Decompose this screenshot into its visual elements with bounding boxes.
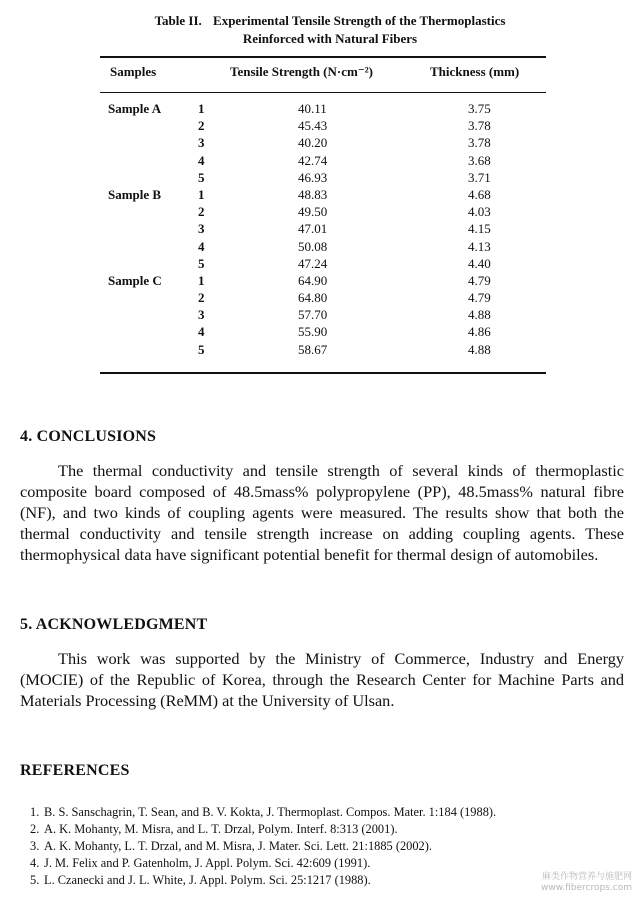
thickness-value: 3.75 [468,101,491,116]
sample-number: 3 [198,221,205,237]
table-top-rule [100,56,546,58]
reference-text: A. K. Mohanty, M. Misra, and L. T. Drzal, Polym. Interf. 8:313 (2001). [44,822,398,836]
tensile-strength-value: 57.70 [298,307,328,323]
table-row [100,187,546,204]
table-caption-line1: Experimental Tensile Strength of the Thermoplastics [213,13,506,28]
acknowledgment-heading: 5. ACKNOWLEDGMENT [20,616,208,633]
thickness-value: 4.88 [468,307,491,323]
table-row [100,101,546,118]
thickness-value: 4.03 [468,204,491,220]
thickness-value: 3.68 [468,152,491,168]
sample-number: 5 [198,255,205,271]
sample-number: 5 [198,169,205,185]
thickness-value: 3.78 [468,118,491,134]
tensile-strength-value: 47.01 [298,221,328,237]
tensile-strength-value: 55.90 [298,324,328,340]
reference-number: 2. [30,822,40,836]
sample-number: 3 [198,135,205,151]
thickness-value: 3.78 [468,135,491,151]
table-row [100,170,546,187]
table-row [100,239,546,256]
sample-number: 2 [198,204,205,220]
table-caption [60,12,600,48]
tensile-strength-value: 58.67 [298,341,328,357]
tensile-strength-value: 64.80 [298,290,328,306]
table-row [100,307,546,324]
table-label: Table II. [154,13,202,28]
col-header-samples: Samples [110,64,157,79]
reference-number: 1. [30,805,40,819]
reference-text: L. Czanecki and J. L. White, J. Appl. Polym. Sci. 25:1217 (1988). [44,873,371,887]
tensile-strength-value: 49.50 [298,204,328,220]
reference-number: 4. [30,856,40,870]
table-header-rule [100,92,546,93]
reference-item [30,855,630,872]
watermark [541,872,632,894]
tensile-strength-value: 48.83 [298,186,328,202]
col-header-thickness: Thickness (mm) [430,64,520,79]
sample-group-label: Sample A [108,101,162,116]
sample-number: 1 [198,272,205,288]
table-bottom-rule [100,372,546,374]
tensile-strength-value: 45.43 [298,118,328,134]
sample-number: 3 [198,307,205,323]
table-row [100,256,546,273]
reference-text: J. M. Felix and P. Gatenholm, J. Appl. Polym. Sci. 42:609 (1991). [44,856,371,870]
acknowledgment-paragraph: This work was supported by the Ministry of Commerce, Industry and Energy (MOCIE) of the Republic of Korea, through the Research Center for Machine Parts and Materials Processing (ReMM) at the University of Ulsan. [20,649,624,710]
table-body [100,101,546,359]
sample-number: 1 [198,186,205,202]
thickness-value: 4.86 [468,324,491,340]
table-row [100,135,546,152]
tensile-strength-value: 40.20 [298,135,328,151]
reference-number: 5. [30,873,40,887]
reference-text: B. S. Sanschagrin, T. Sean, and B. V. Kokta, J. Thermoplast. Compos. Mater. 1:184 (1988). [44,805,497,819]
references-list [30,804,630,889]
thickness-value: 4.15 [468,221,491,237]
thickness-value: 4.40 [468,255,491,271]
conclusions-paragraph: The thermal conductivity and tensile strength of several kinds of thermoplastic composite board composed of 48.5mass% polypropylene (PP), 48.5mass% natural fibre (NF), and two kinds of coupling agents were measured. The results show that both the thermal conductivity and tensile strength increase on adding coupling agents. These thermophysical data have significant potential benefit for thermal design of automobiles. [20,461,624,564]
col-header-tensile-strength: Tensile Strength (N·cm⁻²) [230,64,373,79]
reference-item [30,838,630,855]
thickness-value: 4.13 [468,238,491,254]
reference-text: A. K. Mohanty, L. T. Drzal, and M. Misra, J. Mater. Sci. Lett. 21:1885 (2002). [44,839,432,853]
table-row [100,324,546,341]
reference-item [30,872,630,889]
conclusions-heading: 4. CONCLUSIONS [20,428,157,445]
thickness-value: 4.79 [468,290,491,306]
thickness-value: 4.79 [468,272,491,288]
table-row [100,221,546,238]
sample-number: 1 [198,101,205,116]
tensile-strength-value: 40.11 [298,101,327,116]
sample-group-label: Sample C [108,272,162,288]
sample-number: 2 [198,290,205,306]
tensile-strength-value: 64.90 [298,272,328,288]
tensile-strength-value: 50.08 [298,238,328,254]
tensile-strength-value: 42.74 [298,152,328,168]
watermark-line1: 麻类作物营养与施肥网 [541,872,632,882]
table-row [100,342,546,359]
thickness-value: 4.88 [468,341,491,357]
sample-group-label: Sample B [108,186,162,202]
sample-number: 4 [198,324,205,340]
references-heading: REFERENCES [20,762,130,779]
table-caption-line2: Reinforced with Natural Fibers [242,31,418,46]
reference-number: 3. [30,839,40,853]
watermark-line2: www.fibercrops.com [541,883,632,893]
table-row [100,118,546,135]
thickness-value: 4.68 [468,186,491,202]
table-row [100,273,546,290]
reference-item [30,821,630,838]
tensile-strength-value: 47.24 [298,255,328,271]
table-row [100,204,546,221]
table-row [100,290,546,307]
reference-item [30,804,630,821]
sample-number: 2 [198,118,205,134]
sample-number: 5 [198,341,205,357]
tensile-strength-value: 46.93 [298,169,328,185]
thickness-value: 3.71 [468,169,491,185]
sample-number: 4 [198,152,205,168]
table-row [100,153,546,170]
sample-number: 4 [198,238,205,254]
